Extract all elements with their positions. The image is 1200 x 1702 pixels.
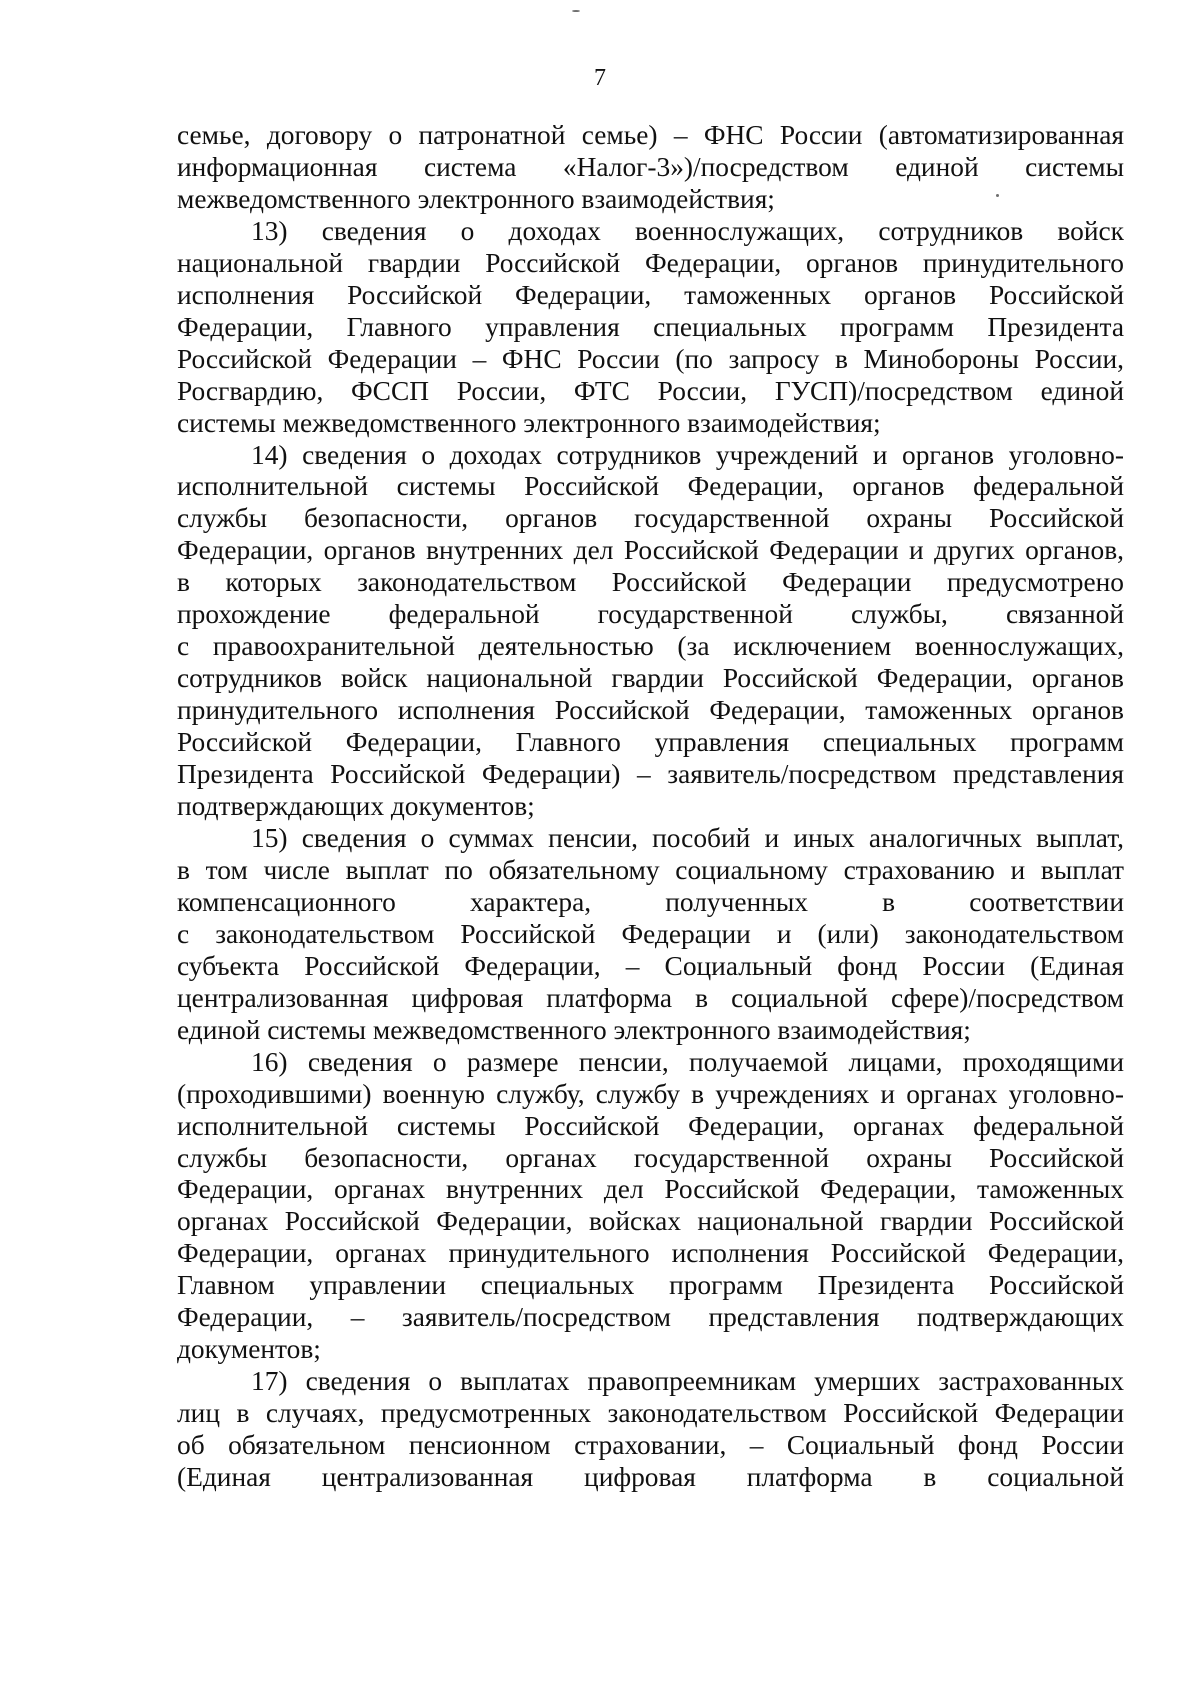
text-line: органах Российской Федерации, войсках национальной гвардии Российской xyxy=(177,1206,1124,1237)
text-line: Российской Федерации, Главного управления специальных программ xyxy=(177,727,1124,758)
page-number: 7 xyxy=(594,65,606,91)
text-line: службы безопасности, органов государственной охраны Российской xyxy=(177,503,1124,534)
text-line: лиц в случаях, предусмотренных законодательством Российской Федерации xyxy=(177,1398,1124,1429)
text-line: Президента Российской Федерации) – заявитель/посредством представления xyxy=(177,759,1124,790)
text-line: национальной гвардии Российской Федерации, органов принудительного xyxy=(177,247,1124,278)
text-line: с правоохранительной деятельностью (за исключением военнослужащих, xyxy=(177,631,1124,662)
text-line: Главном управлении специальных программ Президента Российской xyxy=(177,1270,1124,1301)
text-line: семье, договору о патронатной семье) – ФНС России (автоматизированная xyxy=(177,120,1124,150)
text-line: документов; xyxy=(177,1334,321,1365)
text-line: централизованная цифровая платформа в социальной сфере)/посредством xyxy=(177,982,1124,1013)
text-line: сотрудников войск национальной гвардии Российской Федерации, органов xyxy=(177,663,1124,694)
text-line: об обязательном пенсионном страховании, – Социальный фонд России xyxy=(177,1430,1124,1461)
text-line: компенсационного характера, полученных в соответствии xyxy=(177,886,1124,917)
text-line: исполнительной системы Российской Федерации, органах федеральной xyxy=(177,1110,1124,1141)
text-line: Федерации, органах принудительного исполнения Российской Федерации, xyxy=(177,1238,1124,1269)
text-line: Федерации, органов внутренних дел Российской Федерации и других органов, xyxy=(177,535,1124,566)
text-line: 16) сведения о размере пенсии, получаемой лицами, проходящими xyxy=(251,1046,1124,1077)
text-line: субъекта Российской Федерации, – Социальный фонд России (Единая xyxy=(177,950,1124,981)
text-line: Федерации, Главного управления специальных программ Президента xyxy=(177,311,1124,342)
text-line: службы безопасности, органах государственной охраны Российской xyxy=(177,1142,1124,1173)
text-line: Федерации, – заявитель/посредством представления подтверждающих xyxy=(177,1302,1124,1333)
text-line: Федерации, органах внутренних дел Российской Федерации, таможенных xyxy=(177,1174,1124,1205)
text-line: 13) сведения о доходах военнослужащих, сотрудников войск xyxy=(251,215,1124,246)
text-line: информационная система «Налог-3»)/посредством единой системы xyxy=(177,151,1124,182)
text-line: межведомственного электронного взаимодействия; xyxy=(177,183,775,214)
text-line: 15) сведения о суммах пенсии, пособий и иных аналогичных выплат, xyxy=(251,822,1124,853)
text-line: 17) сведения о выплатах правопреемникам умерших застрахованных xyxy=(251,1366,1124,1397)
text-line: Росгвардию, ФССП России, ФТС России, ГУСП)/посредством единой xyxy=(177,375,1124,406)
text-line: единой системы межведомственного электронного взаимодействия; xyxy=(177,1014,971,1045)
text-line: принудительного исполнения Российской Федерации, таможенных органов xyxy=(177,695,1124,726)
text-line: исполнения Российской Федерации, таможенных органов Российской xyxy=(177,279,1124,310)
text-line: в том числе выплат по обязательному социальному страхованию и выплат xyxy=(177,854,1124,885)
text-line: в которых законодательством Российской Федерации предусмотрено xyxy=(177,567,1124,598)
text-line: 14) сведения о доходах сотрудников учреждений и органов уголовно- xyxy=(251,439,1124,470)
document-body xyxy=(177,120,1124,1494)
text-line: подтверждающих документов; xyxy=(177,791,535,822)
text-line: с законодательством Российской Федерации и (или) законодательством xyxy=(177,918,1124,949)
text-line: системы межведомственного электронного взаимодействия; xyxy=(177,407,881,438)
text-line: исполнительной системы Российской Федерации, органов федеральной xyxy=(177,471,1124,502)
text-line: прохождение федеральной государственной службы, связанной xyxy=(177,599,1124,630)
text-line: Российской Федерации – ФНС России (по запросу в Минобороны России, xyxy=(177,343,1124,374)
scan-speck xyxy=(572,10,580,12)
text-line: (проходившими) военную службу, службу в учреждениях и органах уголовно- xyxy=(177,1078,1124,1109)
text-line: (Единая централизованная цифровая платформа в социальной xyxy=(177,1462,1124,1493)
